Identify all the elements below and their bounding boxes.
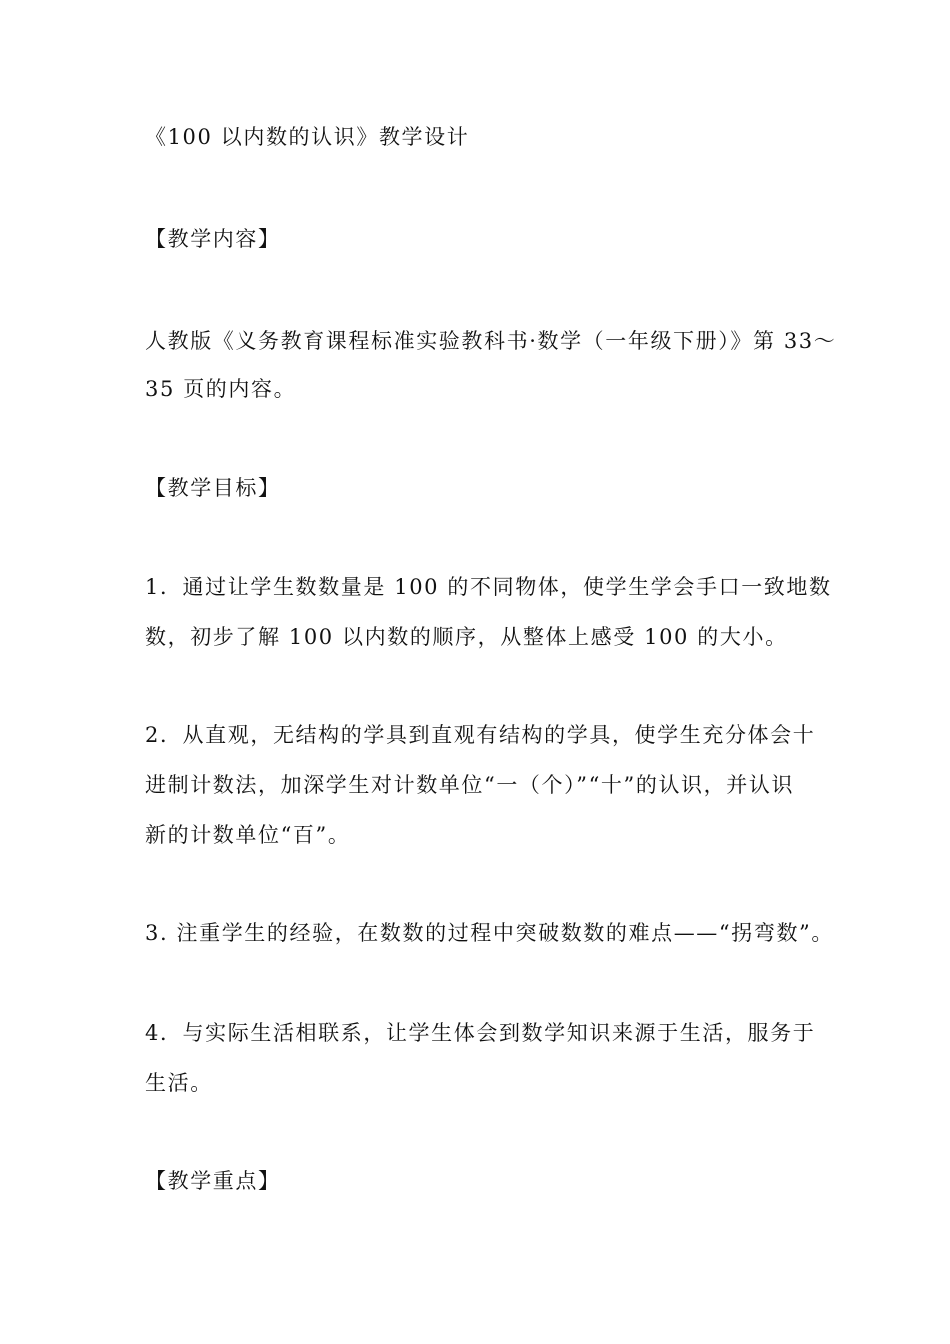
objective-line: 1．通过让学生数数量是 100 的不同物体，使学生学会手口一致地数 (145, 575, 832, 599)
objective-line: 4．与实际生活相联系，让学生体会到数学知识来源于生活，服务于 (145, 1021, 816, 1045)
objectives-heading: 【教学目标】 (145, 476, 281, 500)
objective-line: 生活。 (145, 1071, 213, 1095)
document-title: 《100 以内数的认识》教学设计 (145, 125, 470, 149)
objective-line: 进制计数法，加深学生对计数单位“一（个）”“十”的认识，并认识 (145, 773, 795, 797)
objective-line: 新的计数单位“百”。 (145, 823, 351, 847)
objective-line: 3. 注重学生的经验，在数数的过程中突破数数的难点——“拐弯数”。 (145, 921, 834, 945)
content-text-line: 35 页的内容。 (145, 377, 297, 401)
content-heading: 【教学内容】 (145, 227, 281, 251)
key-points-heading: 【教学重点】 (145, 1169, 281, 1193)
content-text-line: 人教版《义务教育课程标准实验教科书·数学（一年级下册）》第 33～ (145, 329, 837, 353)
objective-line: 数，初步了解 100 以内数的顺序，从整体上感受 100 的大小。 (145, 625, 788, 649)
objective-line: 2．从直观，无结构的学具到直观有结构的学具，使学生充分体会十 (145, 723, 816, 747)
